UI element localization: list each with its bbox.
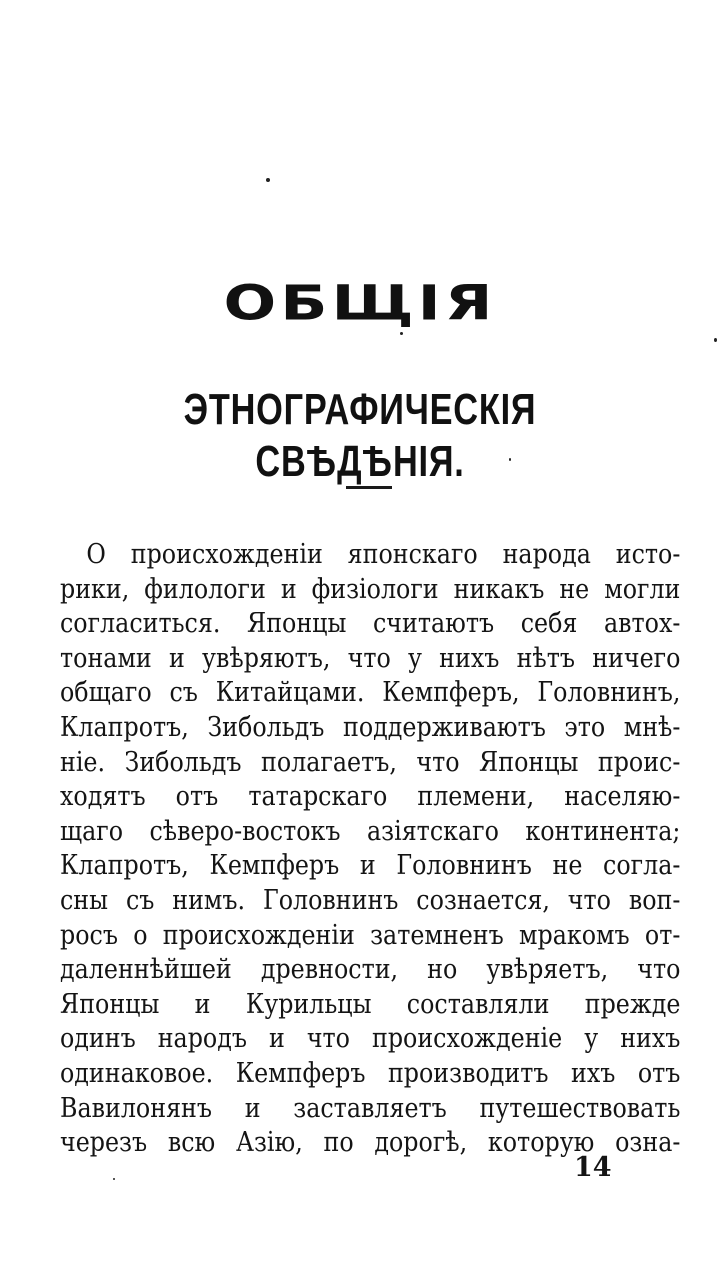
text-line: одинъ народъ и что происхожденіе у нихъ [60, 1023, 681, 1055]
text-line: черезъ всю Азію, по дорогѣ, которую озна- [60, 1127, 681, 1159]
text-line: общаго съ Китайцами. Кемпферъ, Головнинъ, [60, 677, 681, 709]
print-speck [400, 332, 403, 335]
text-line: Клапротъ, Зибольдъ поддерживаютъ это мнѣ- [60, 711, 681, 743]
text-line: щаго сѣверо-востокъ азіятскаго континента; [60, 815, 681, 847]
text-line: Клапротъ, Кемпферъ и Головнинъ не согла- [60, 850, 681, 882]
text-line: ходятъ отъ татарскаго племени, населяю- [60, 781, 681, 813]
chapter-title: ОБЩІЯ [223, 274, 497, 332]
print-speck [266, 178, 270, 182]
print-speck [714, 338, 717, 342]
page-number: 14 [574, 1152, 612, 1183]
text-line: Вавилонянъ и заставляетъ путешествовать [60, 1092, 681, 1124]
text-line: Японцы и Курильцы составляли прежде [60, 988, 681, 1020]
text-line: О происхожденіи японскаго народа исто- [86, 539, 681, 570]
text-line: рики, филологи и физіологи никакъ не могли [60, 573, 681, 605]
body-paragraph [60, 538, 680, 1161]
title-divider [346, 486, 392, 489]
text-line: росъ о происхожденіи затемненъ мракомъ от- [60, 919, 681, 951]
text-line: сны съ нимъ. Головнинъ сознается, что воп- [60, 884, 681, 916]
text-line: тонами и увѣряютъ, что у нихъ нѣтъ ничего [60, 642, 681, 674]
text-line: одинаковое. Кемпферъ производитъ ихъ отъ [60, 1057, 681, 1089]
print-speck [113, 1178, 115, 1180]
text-line: даленнѣйшей древности, но увѣряетъ, что [60, 954, 681, 986]
chapter-subtitle: ЭТНОГРАФИЧЕСКІЯ СВѢДѢНІЯ. [183, 385, 537, 486]
text-line: согласиться. Японцы считаютъ себя автох- [60, 608, 681, 640]
text-line: ніе. Зибольдъ полагаетъ, что Японцы проис- [60, 746, 681, 778]
